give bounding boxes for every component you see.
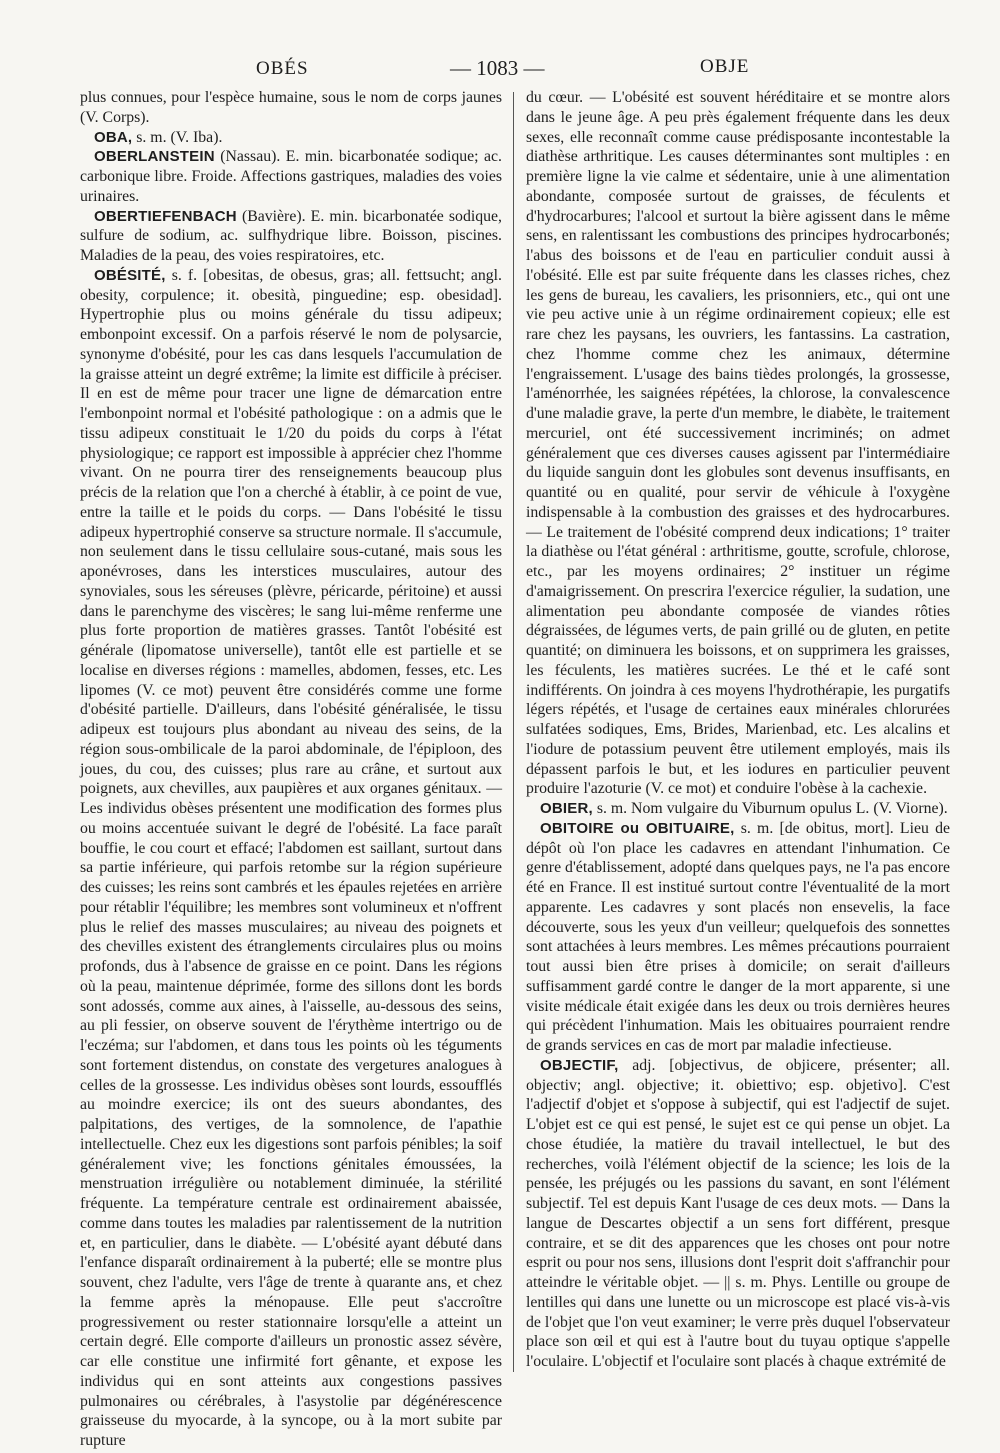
entry-headword: OBERTIEFENBACH xyxy=(94,207,237,225)
column-divider xyxy=(513,92,514,1372)
entry-headword: OBÉSITÉ, xyxy=(94,266,166,284)
entry-obitoire xyxy=(526,819,950,1056)
entry-headword: OBERLANSTEIN xyxy=(94,148,215,166)
entry-text: s. m. [de obitus, mort]. Lieu de dépôt où l'on place les cadavres en attendant l'inhumation. Ce genre d'établissement, adopté dans quelques pays, ne l'a pas encore été en France. Il est institué surtout contre l'éventualité de la mort apparente. Les cadavres y sont placés non ensevelis, la face découverte, sous les yeux d'un veilleur; quelquefois des sonnettes sont attachées à leurs membres. Les mêmes précautions pourraient tout aussi bien être prises à domicile; on serait d'ailleurs suffisamment gardé contre le danger de la mort apparente, si une visite médicale était exigée dans les deux ou trois dernières heures qui précèdent l'inhumation. Mais les obituaires pourraient rendre de grands services en cas de mort par maladie infectieuse. xyxy=(526,819,950,1054)
entry-obier xyxy=(526,799,950,819)
entry-oba xyxy=(80,128,502,148)
entry-text: (Nassau). E. min. bicarbonatée sodique; ac. carbonique libre. Froide. Affections gastriques, maladies des voies urinaires. xyxy=(80,148,502,205)
entry-corps-continuation xyxy=(80,88,502,128)
left-column xyxy=(80,88,502,1449)
entry-headword: OBITOIRE ou OBITUAIRE, xyxy=(540,819,735,837)
entry-headword: OBA, xyxy=(94,128,133,146)
entry-headword: OBIER, xyxy=(540,800,593,817)
page-header xyxy=(80,50,950,86)
page-number: — 1083 — xyxy=(450,56,545,80)
entry-obesite-continuation xyxy=(526,88,950,799)
entry-text: adj. [objectivus, de objicere, présenter; all. objectiv; angl. objective; it. obiettivo; esp. objetivo]. C'est l'adjectif d'objet et s'oppose à subjectif, qui est l'adjectif de sujet. L'objet est ce qui est pensé, le sujet est ce qui pense un objet. La chose étudiée, la matière du travail intellectuel, le but des recherches, voilà l'élément objectif de la science; les lois de la pensée, les préjugés ou les passions du savant, en sont l'élément subjectif. Tel est depuis Kant l'usage de ces deux mots. — Dans la langue de Descartes objectif a un sens fort différent, presque contraire, et se dit des apparences que les choses ont pour notre esprit ou pour nos sens, illusions dont l'esprit doit s'affranchir pour atteindre le véritable objet. — || s. m. Phys. Lentille ou groupe de lentilles qui dans une lunette ou un microscope est placé vis-à-vis de l'objet que l'on veut examiner; le verre près duquel l'observateur place son œil et qui est à l'autre bout du tuyau optique s'appelle l'oculaire. L'objectif et l'oculaire sont placés à chaque extrémité de xyxy=(526,1056,950,1370)
entry-objectif xyxy=(526,1056,950,1372)
entry-text: plus connues, pour l'espèce humaine, sous le nom de corps jaunes (V. Corps). xyxy=(80,89,502,126)
entry-obesite xyxy=(80,266,502,1451)
entry-text: s. m. Nom vulgaire du Viburnum opulus L. (V. Viorne). xyxy=(592,800,948,817)
entry-text: s. f. [obesitas, de obesus, gras; all. fettsucht; angl. obesity, corpulence; it. obesità, pinguedine; esp. obesidad]. Hypertrophie plus ou moins générale du tissu adipeux; embonpoint excessif. On a parfois réservé le nom de polysarcie, synonyme d'obésité, pour les cas dans lesquels l'accumulation de la graisse atteint un degré extrême; la limite est difficile à préciser. Il en est de même pour tracer une ligne de démarcation entre l'embonpoint normal et l'obésité pathologique : on a admis que le tissu adipeux constituait le 1/20 du poids du corps à l'état physiologique; ce rapport est impossible à apprécier chez l'homme vivant. On ne pourra tirer des renseignements beaucoup plus précis de la relation que l'on a cherché à établir, à ce point de vue, entre la taille et le poids du corps. — Dans l'obésité le tissu adipeux hypertrophié conserve sa structure normale. Il s'accumule, non seulement dans le tissu cellulaire sous-cutané, mais sous les aponévroses, dans les interstices musculaires, autour des synoviales, sous les séreuses (plèvre, péricarde, péritoine) et aussi dans le parenchyme des viscères; le sang lui-même renferme une plus forte proportion de matières grasses. Tantôt l'obésité est générale (lipomatose universelle), tantôt elle est partielle et se localise en diverses régions : mamelles, abdomen, fesses, etc. Les lipomes (V. ce mot) peuvent être considérés comme une forme d'obésité partielle. D'ailleurs, dans l'obésité généralisée, le tissu adipeux est toujours plus abondant au niveau des seins, de la région sous-ombilicale de la paroi abdominale, de l'épiploon, des joues, du cou, des cuisses; plus rare au crâne, et surtout aux poignets, aux chevilles, aux paupières et aux organes génitaux. — Les individus obèses présentent une modification des formes plus ou moins accentuée suivant le degré de l'obésité. La face paraît bouffie, le cou court et effacé; l'abdomen est saillant, surtout dans sa partie inférieure, qui parfois retombe sur la région supérieure des cuisses; les reins sont cambrés et les épaules rejetées en arrière pour rétablir l'équilibre; les membres sont volumineux et n'offrent plus le relief des masses musculaires; au niveau des poignets et des chevilles existent des étranglements circulaires plus ou moins profonds, dus à l'absence de graisse en ce point. Dans les régions où la peau, maintenue déprimée, forme des sillons dont les bords sont adossés, comme aux aines, à l'aisselle, au-dessous des seins, au pli fessier, on observe souvent de l'érythème intertrigo ou de l'eczéma; sur l'abdomen, et dans tous les points où les téguments sont fortement distendus, on constate des vergetures analogues à celles de la grossesse. Les individus obèses sont lourds, essoufflés au moindre exercice; ils ont des sueurs abondantes, des palpitations, des vertiges, de la somnolence, de l'apathie intellectuelle. Chez eux les digestions sont parfois pénibles; la soif généralement vive; les fonctions génitales émoussées, la menstruation irrégulière ou notablement diminuée, la stérilité fréquente. La température centrale est ordinairement abaissée, comme dans toutes les maladies par ralentissement de la nutrition et, en particulier, dans le diabète. — L'obésité ayant débuté dans l'enfance disparaît ordinairement à la puberté; elle se montre plus souvent, chez l'adulte, vers l'âge de trente à quarante ans, et chez la femme après la ménopause. Elle peut s'accroître progressivement ou rester stationnaire lorsqu'elle a atteint un certain degré. Elle comporte d'ailleurs un pronostic assez sévère, car elle constitue une infirmité fort gênante, et expose les individus qui en sont atteints aux congestions passives pulmonaires ou cérébrales, à l'asystolie par dégénérescence graisseuse du myocarde, à la syncope, ou à la mort subite par rupture xyxy=(80,266,502,1449)
right-column xyxy=(526,88,950,1378)
entry-oberlanstein xyxy=(80,147,502,206)
entry-headword: OBJECTIF, xyxy=(540,1056,619,1074)
running-head-left: OBÉS xyxy=(256,58,309,79)
running-head-right: OBJE xyxy=(700,56,750,77)
entry-text: s. m. (V. Iba). xyxy=(132,128,223,146)
entry-text: du cœur. — L'obésité est souvent héréditaire et se montre alors dans le jeune âge. A peu près également fréquente dans les deux sexes, elle reconnaît comme cause prédisposante incontestable la diathèse arthritique. Les causes déterminantes sont multiples : en première ligne la vie calme et sédentaire, unie à une alimentation abondante, composée surtout de graisses, de féculents et d'hydrocarbures; l'alcool et surtout la bière agissent dans le même sens, en ralentissant les combustions des principes hydrocarbonés; l'abus des boissons et de l'eau en particulier conduit aussi à l'obésité. Elle est par suite fréquente dans les classes riches, chez les gens de bureau, les cavaliers, les prisonniers, etc., qui ont une vie peu active unie à un régime ordinairement copieux; elle est rare chez les paysans, les ouvriers, les fantassins. La castration, chez l'homme comme chez les animaux, détermine l'engraissement. L'usage des bains tièdes prolongés, la grossesse, l'aménorrhée, les saignées répétées, la chlorose, la convalescence d'une maladie grave, la perte d'un membre, le diabète, le traitement mercuriel, ont été successivement incriminés; on admet généralement que ces diverses causes agissent par l'intermédiaire du liquide sanguin dont les globules sont devenus insuffisants, en quantité ou en qualité, pour servir de véhicule à l'oxygène indispensable à la combustion des graisses et des hydrocarbures. — Le traitement de l'obésité comprend deux indications; 1° traiter la diathèse ou l'état général : arthritisme, goutte, scrofule, chlorose, etc., par les moyens ordinaires; 2° instituer un régime d'amaigrissement. On prescrira l'exercice régulier, la sudation, une alimentation peu abondante composée de viandes rôties dégraissées, de légumes verts, de pain grillé ou de gluten, en petite quantité; on diminuera les boissons, et on supprimera les graisses, les féculents, les matières sucrées. Le thé et le café sont indifférents. On joindra à ces moyens l'hydrothérapie, les purgatifs légers répétés, et l'usage de certaines eaux minérales chlorurées sulfatées sodiques, Ems, Brides, Marienbad, etc. Les alcalins et l'iodure de potassium peuvent être utilement employés, mais ils dépassent parfois le but, et les iodures en particulier peuvent produire l'azoturie (V. ce mot) et conduire l'obèse à la cachexie. xyxy=(526,89,950,798)
entry-text: (Bavière). E. min. bicarbonatée sodique, sulfure de sodium, ac. sulfhydrique libre. Boisson, piscines. Maladies de la peau, des voies respiratoires, etc. xyxy=(80,207,502,264)
entry-obertiefenbach xyxy=(80,207,502,266)
